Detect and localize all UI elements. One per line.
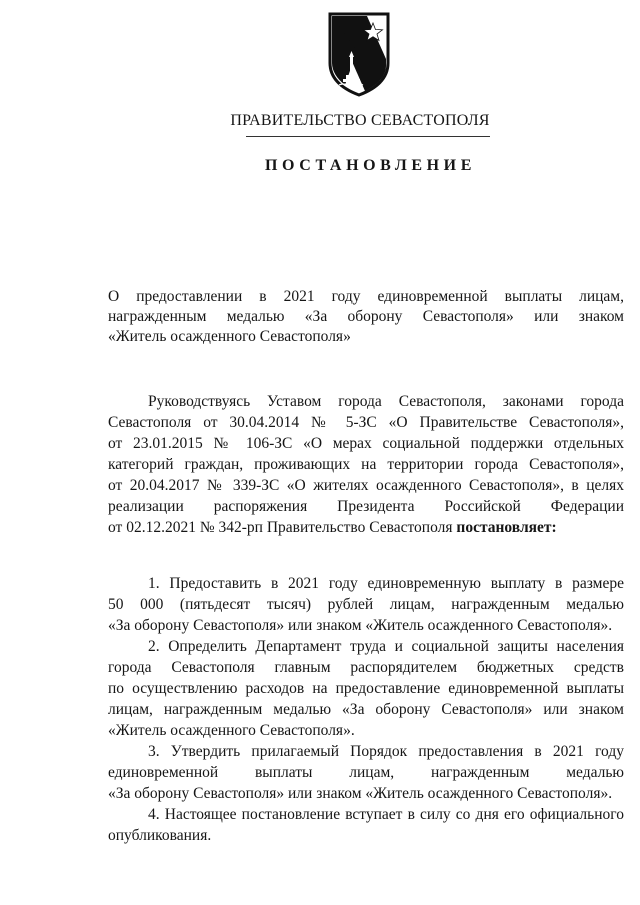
item-line: города Севастополя главным распорядителем бюджетных средств	[108, 659, 624, 676]
preamble-line: от 20.04.2017 № 339-ЗС «О жителях осажденного Севастополя», в целях	[108, 477, 624, 494]
resolution-items	[108, 573, 624, 846]
resolution-item-1	[108, 573, 624, 636]
item-line: 2. Определить Департамент труда и социальной защиты населения	[148, 638, 624, 655]
resolution-item-2	[108, 636, 624, 741]
sevastopol-coat-of-arms-icon	[327, 11, 391, 97]
preamble-last-line	[108, 517, 624, 538]
document-type: ПОСТАНОВЛЕНИЕ	[265, 157, 476, 174]
item-line: лицам, награжденным медалью «За оборону Севастополя» или знаком	[108, 701, 624, 718]
item-line: единовременной выплаты лицам, награжденным медалью	[108, 764, 624, 781]
resolution-item-4	[108, 804, 624, 846]
preamble-line: категорий граждан, проживающих на территории города Севастополя»,	[108, 456, 624, 473]
preamble-last-line-text: от 02.12.2021 № 342-рп Правительство Севастополя	[108, 519, 453, 536]
item-line: 50 000 (пятьдесят тысяч) рублей лицам, награжденным медалью	[108, 596, 624, 613]
item-line: 4. Настоящее постановление вступает в силу со дня его официального	[148, 806, 624, 823]
item-line: 1. Предоставить в 2021 году единовременную выплату в размере	[148, 575, 624, 592]
subject-line: «Житель осажденного Севастополя»	[108, 328, 351, 345]
preamble-line: Севастополя от 30.04.2014 № 5-ЗС «О Правительстве Севастополя»,	[108, 414, 624, 431]
decision-word: постановляет:	[456, 519, 557, 536]
item-line: «За оборону Севастополя» или знаком «Житель осажденного Севастополя».	[108, 617, 613, 634]
item-line: 3. Утвердить прилагаемый Порядок предоставления в 2021 году	[148, 743, 624, 760]
title-underline	[246, 136, 490, 137]
resolution-item-3	[108, 741, 624, 804]
preamble-paragraph	[108, 391, 624, 538]
preamble-line: реализации распоряжения Президента Российской Федерации	[108, 498, 624, 515]
subject-line: О предоставлении в 2021 году единовременной выплаты лицам,	[108, 288, 624, 305]
item-line: по осуществлению расходов на предоставление единовременной выплаты	[108, 680, 624, 697]
preamble-line: Руководствуясь Уставом города Севастополя, законами города	[148, 393, 624, 410]
preamble-line: от 23.01.2015 № 106-ЗС «О мерах социальной поддержки отдельных	[108, 435, 624, 452]
document-subject	[108, 287, 624, 347]
subject-line: награжденным медалью «За оборону Севастополя» или знаком	[108, 308, 624, 325]
item-line: «За оборону Севастополя» или знаком «Житель осажденного Севастополя».	[108, 785, 613, 802]
government-title: ПРАВИТЕЛЬСТВО СЕВАСТОПОЛЯ	[230, 112, 490, 129]
item-line: «Житель осажденного Севастополя».	[108, 722, 355, 739]
item-line: опубликования.	[108, 827, 212, 844]
